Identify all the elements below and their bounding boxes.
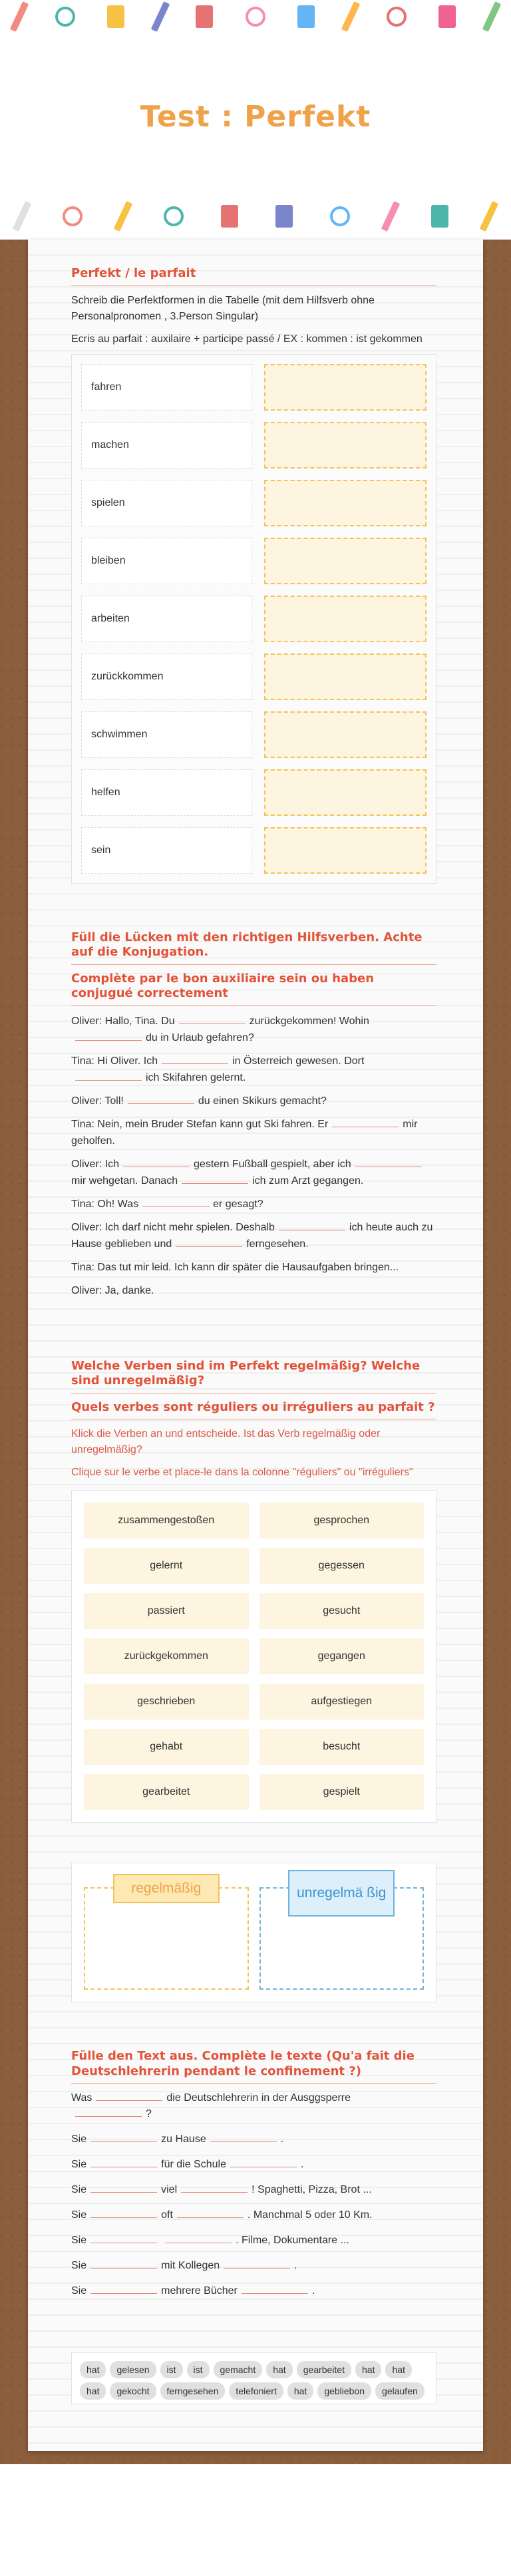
perfekt-table-section — [28, 266, 483, 884]
verb-label: machen — [81, 422, 252, 468]
gap-input[interactable] — [90, 2183, 157, 2193]
section-subtitle: Quels verbes sont réguliers ou irréguliers au parfait ? — [71, 1399, 435, 1414]
book-icon — [107, 5, 124, 28]
gap-input[interactable] — [242, 2285, 308, 2294]
school-supplies-banner-top — [0, 0, 511, 33]
answer-input[interactable] — [264, 653, 427, 700]
gap-input[interactable] — [128, 1095, 194, 1104]
gap-input[interactable] — [181, 2183, 248, 2193]
table-row — [81, 827, 426, 874]
section-divider — [71, 285, 436, 286]
books-icon — [275, 205, 293, 228]
worksheet-paper — [28, 240, 483, 2451]
table-row — [81, 422, 426, 468]
glasses-icon — [63, 206, 83, 226]
verb-label: bleiben — [81, 538, 252, 584]
answer-input[interactable] — [264, 769, 427, 816]
text-line: Sie mit Kollegen . — [71, 2260, 297, 2271]
gap-input[interactable] — [96, 2092, 162, 2101]
gap-input[interactable] — [355, 1158, 422, 1167]
scissors-icon — [55, 7, 75, 27]
dialogue-line: Oliver: Ja, danke. — [71, 1284, 154, 1296]
scissors-icon — [330, 206, 350, 226]
dialogue-line: Tina: Hi Oliver. Ich in Österreich gewesen. Dortich Skifahren gelernt. — [71, 1055, 365, 1083]
gap-input[interactable] — [90, 2234, 157, 2243]
table-row — [81, 364, 426, 411]
dialogue-line: Oliver: Hallo, Tina. Du zurückgekommen! Wohindu in Urlaub gefahren? — [71, 1015, 369, 1043]
verb-chip[interactable]: zusammengestoßen — [84, 1503, 249, 1539]
scissors-icon — [387, 7, 407, 27]
text-line: Sie mehrere Bücher . — [71, 2285, 315, 2297]
verb-chip[interactable]: gespielt — [259, 1774, 425, 1810]
word-chip[interactable]: gelesen — [110, 2361, 156, 2378]
word-chip[interactable]: hat — [80, 2382, 106, 2400]
verb-chip[interactable]: geschrieben — [84, 1684, 249, 1720]
answer-input[interactable] — [264, 711, 427, 758]
gap-input[interactable] — [162, 1055, 228, 1064]
gap-input[interactable] — [179, 1015, 246, 1024]
page-header — [0, 0, 511, 240]
pencil-icon — [341, 1, 361, 32]
verb-chip[interactable]: gehabt — [84, 1729, 249, 1765]
cloze-section — [28, 930, 483, 1299]
irregular-column-label: unregelmä ßig — [288, 1870, 395, 1917]
sorting-section — [28, 1359, 483, 2003]
verb-label: schwimmen — [81, 711, 252, 758]
dialogue-line: Tina: Oh! Was er gesagt? — [71, 1198, 263, 1210]
verb-label: sein — [81, 827, 252, 874]
verb-chip[interactable]: besucht — [259, 1729, 425, 1765]
pencil-icon — [480, 201, 499, 232]
gap-input[interactable] — [177, 2209, 244, 2218]
word-chip[interactable]: hat — [266, 2361, 292, 2378]
dialogue-line: Tina: Das tut mir leid. Ich kann dir später die Hausaufgaben bringen... — [71, 1261, 399, 1273]
gap-input[interactable] — [142, 1198, 209, 1207]
word-chip[interactable]: ist — [160, 2361, 183, 2378]
answer-input[interactable] — [264, 596, 427, 642]
verb-chip[interactable]: gesucht — [259, 1593, 425, 1629]
word-chip[interactable]: gekocht — [110, 2382, 156, 2400]
section-title: Fülle den Text aus. Complète le texte (Qu'a fait die Deutschlehrerin pendant le confinement ?) — [71, 2049, 415, 2078]
section-title: Perfekt / le parfait — [71, 266, 196, 280]
answer-input[interactable] — [264, 422, 427, 468]
verb-label: arbeiten — [81, 596, 252, 642]
gap-input[interactable] — [90, 2285, 157, 2294]
irregular-drop-zone[interactable] — [259, 1887, 425, 1990]
answer-input[interactable] — [264, 364, 427, 411]
table-row — [81, 480, 426, 526]
gap-input[interactable] — [176, 1238, 242, 1247]
instruction-fr: Clique sur le verbe et place-le dans la colonne "réguliers" ou "irréguliers" — [71, 1467, 413, 1478]
section-divider — [71, 964, 436, 965]
answer-input[interactable] — [264, 538, 427, 584]
verb-chip[interactable]: gelernt — [84, 1548, 249, 1584]
word-chip[interactable]: ferngesehen — [160, 2382, 226, 2400]
book-icon — [431, 205, 448, 228]
page-title: Test : Perfekt — [140, 100, 371, 134]
gap-input[interactable] — [90, 2209, 157, 2218]
verb-label: zurückkommen — [81, 653, 252, 700]
word-chip[interactable]: gebliebon — [317, 2382, 371, 2400]
scissors-icon — [246, 7, 265, 27]
verb-chip[interactable]: gegessen — [259, 1548, 425, 1584]
word-chip[interactable]: hat — [355, 2361, 381, 2378]
word-chip[interactable]: gearbeitet — [297, 2361, 351, 2378]
gap-input[interactable] — [90, 2133, 157, 2142]
table-row — [81, 711, 426, 758]
school-supplies-banner-bottom — [0, 193, 511, 240]
gap-input[interactable] — [75, 2108, 142, 2117]
regular-drop-zone[interactable] — [84, 1881, 249, 1990]
book-icon — [221, 205, 238, 228]
section-divider — [71, 2083, 436, 2084]
table-row — [81, 596, 426, 642]
fill-text-section — [28, 2049, 483, 2404]
table-row — [81, 653, 426, 700]
cork-board — [0, 240, 511, 2464]
dialogue-line: Oliver: Ich gestern Fußball gespielt, aber ichmir wehgetan. Danach ich zum Arzt gegangen. — [71, 1156, 436, 1189]
pencil-icon — [13, 201, 32, 232]
gap-input[interactable] — [90, 2158, 157, 2167]
section-subtitle: Complète par le bon auxiliaire sein ou haben conjugué correctement — [71, 971, 375, 1000]
text-line: Was die Deutschlehrerin in der Ausggsperre ? — [71, 2092, 351, 2119]
gap-input[interactable] — [230, 2158, 297, 2167]
instruction-de: Klick die Verben an und entscheide. Ist das Verb regelmäßig oder unregelmäßig? — [71, 1428, 381, 1455]
pencil-icon — [114, 201, 133, 232]
gap-input[interactable] — [182, 1175, 248, 1184]
gap-input[interactable] — [90, 2259, 157, 2269]
gap-input[interactable] — [75, 1031, 142, 1041]
verb-chip-pool — [71, 1490, 436, 1823]
word-chip[interactable]: hat — [287, 2382, 313, 2400]
book-icon — [196, 5, 213, 28]
sort-columns — [71, 1863, 436, 2002]
text-line: Sie oft . Manchmal 5 oder 10 Km. — [71, 2209, 373, 2221]
verb-chip[interactable]: zurückgekommen — [84, 1638, 249, 1674]
verb-chip[interactable]: gesprochen — [259, 1503, 425, 1539]
backpack-icon — [297, 5, 315, 28]
gap-input[interactable] — [75, 1071, 142, 1081]
section-title: Welche Verben sind im Perfekt regelmäßig? Welche sind unregelmäßig? — [71, 1358, 421, 1387]
text-line: Sie viel ! Spaghetti, Pizza, Brot ... — [71, 2184, 372, 2195]
pencil-icon — [10, 1, 29, 32]
word-chip[interactable]: gelaufen — [375, 2382, 425, 2400]
backpack-icon — [438, 5, 456, 28]
text-line: Sie zu Hause . — [71, 2133, 284, 2145]
verb-chip[interactable]: passiert — [84, 1593, 249, 1629]
verb-label: fahren — [81, 364, 252, 411]
verb-table — [71, 354, 436, 884]
table-row — [81, 769, 426, 816]
text-line: Sie für die Schule . — [71, 2159, 304, 2170]
pencil-icon — [151, 1, 170, 32]
gap-input[interactable] — [332, 1118, 399, 1127]
gap-input[interactable] — [210, 2133, 277, 2142]
instruction-de: Schreib die Perfektformen in die Tabelle (mit dem Hilfsverb ohne Personalpronomen , 3.Person Singular) — [71, 294, 375, 322]
gap-input[interactable] — [279, 1221, 345, 1230]
word-chip[interactable]: ist — [187, 2361, 210, 2378]
dialogue-line: Oliver: Toll! du einen Skikurs gemacht? — [71, 1095, 327, 1107]
regular-column-label: regelmäßig — [113, 1874, 220, 1903]
verb-chip[interactable]: gearbeitet — [84, 1774, 249, 1810]
word-chip[interactable]: hat — [385, 2361, 411, 2378]
verb-chip[interactable]: gegangen — [259, 1638, 425, 1674]
word-chip[interactable]: hat — [80, 2361, 106, 2378]
scissors-icon — [164, 206, 184, 226]
pencil-icon — [381, 201, 401, 232]
section-title: Füll die Lücken mit den richtigen Hilfsverben. Achte auf die Konjugation. — [71, 930, 423, 959]
word-chip[interactable]: telefoniert — [229, 2382, 283, 2400]
answer-input[interactable] — [264, 480, 427, 526]
gap-input[interactable] — [123, 1158, 190, 1167]
answer-input[interactable] — [264, 827, 427, 874]
word-chip[interactable]: gemacht — [214, 2361, 263, 2378]
table-row — [81, 538, 426, 584]
instruction-fr: Ecris au parfait : auxilaire + participe passé / EX : kommen : ist gekommen — [71, 333, 423, 345]
word-bank — [71, 2352, 436, 2404]
dialogue-line: Oliver: Ich darf nicht mehr spielen. Deshalb ich heute auch zu Hause geblieben und ferngesehen. — [71, 1221, 433, 1250]
text-line: Sie . Filme, Dokumentare ... — [71, 2235, 349, 2246]
verb-label: helfen — [81, 769, 252, 816]
gap-input[interactable] — [224, 2259, 290, 2269]
pencil-icon — [482, 1, 501, 32]
verb-chip[interactable]: aufgestiegen — [259, 1684, 425, 1720]
gap-input[interactable] — [165, 2234, 232, 2243]
verb-label: spielen — [81, 480, 252, 526]
dialogue-line: Tina: Nein, mein Bruder Stefan kann gut Ski fahren. Er mir geholfen. — [71, 1118, 418, 1147]
